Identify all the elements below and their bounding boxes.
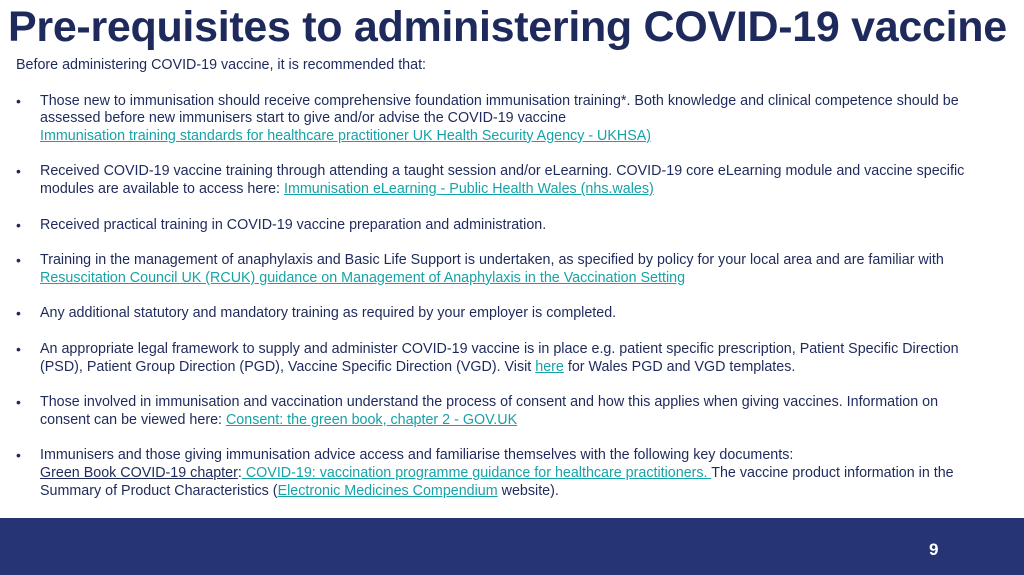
bullet-text-end: website). [497,482,559,499]
bullet-text: Received practical training in COVID-19 vaccine preparation and administration. [40,216,547,233]
link-immunisation-training-standards[interactable]: Immunisation training standards for healthcare practitioner UK Health Security Agency - UKHSA) [40,127,652,144]
link-covid-vaccination-guidance[interactable]: COVID-19: vaccination programme guidance for healthcare practitioners. [241,464,712,481]
link-wales-pgd-templates[interactable]: here [535,358,564,375]
bullet-icon: • [16,394,21,411]
bullet-icon: • [16,163,21,180]
bullet-text: An appropriate legal framework to supply and administer COVID-19 vaccine is in place e.g. patient specific prescription, Patient Specific Direction (PSD), Patient Group Direction (PGD), Vaccine Specific Direction (VGD). Visit [40,340,959,375]
bullet-text-mid: The vaccine product information in the Summary of Product Characteristics ( [40,464,954,499]
link-green-book-consent[interactable]: Consent: the green book, chapter 2 - GOV.UK [225,411,518,428]
bullet-text: Received COVID-19 vaccine training through attending a taught session and/or eLearning. COVID-19 core eLearning module and vaccine specific modules are available to access here: [40,163,965,197]
slide-title: Pre-requisites to administering COVID-19 vaccine [8,3,1007,51]
link-rcuk-anaphylaxis-guidance[interactable]: Resuscitation Council UK (RCUK) guidance on Management of Anaphylaxis in the Vaccination Setting [40,269,686,286]
prerequisite-list [16,93,991,501]
bullet-text: Those new to immunisation should receive comprehensive foundation immunisation training*. Both knowledge and clinical competence should be assessed before new immunisers start to give and/or advise the COVID-19 vaccine [40,92,959,127]
bullet-text: Any additional statutory and mandatory training as required by your employer is completed. [40,305,617,322]
bullet-item-anaphylaxis [16,252,991,287]
footer-bar [0,518,1024,575]
green-book-covid-chapter-label[interactable]: Green Book COVID-19 chapter [40,464,238,481]
bullet-icon: • [16,305,21,322]
bullet-item-practical-training [16,217,991,235]
bullet-text: Immunisers and those giving immunisation advice access and familiarise themselves with the following key documents: [40,447,794,464]
bullet-item-training-foundation [16,93,991,146]
link-electronic-medicines-compendium[interactable]: Electronic Medicines Compendium [277,482,498,499]
bullet-item-mandatory-training [16,305,991,323]
colon: : [237,464,242,481]
bullet-item-legal-framework [16,341,991,376]
bullet-item-consent [16,394,991,429]
bullet-text-after: for Wales PGD and VGD templates. [563,358,796,375]
bullet-icon: • [16,216,21,233]
page-number: 9 [929,540,939,559]
intro-text: Before administering COVID-19 vaccine, it is recommended that: [16,57,427,73]
bullet-item-key-documents [16,447,991,500]
slide-content [16,57,991,500]
bullet-icon: • [16,447,21,464]
bullet-icon: • [16,252,21,269]
bullet-text: Those involved in immunisation and vaccination understand the process of consent and how this applies when giving vaccines. Information on consent can be viewed here: [40,394,939,428]
bullet-icon: • [16,340,21,357]
bullet-icon: • [16,92,21,109]
link-immunisation-elearning[interactable]: Immunisation eLearning - Public Health Wales (nhs.wales) [283,180,654,197]
bullet-text: Training in the management of anaphylaxis and Basic Life Support is undertaken, as specified by policy for your local area and are familiar with [40,252,944,269]
bullet-item-covid-training [16,163,991,198]
